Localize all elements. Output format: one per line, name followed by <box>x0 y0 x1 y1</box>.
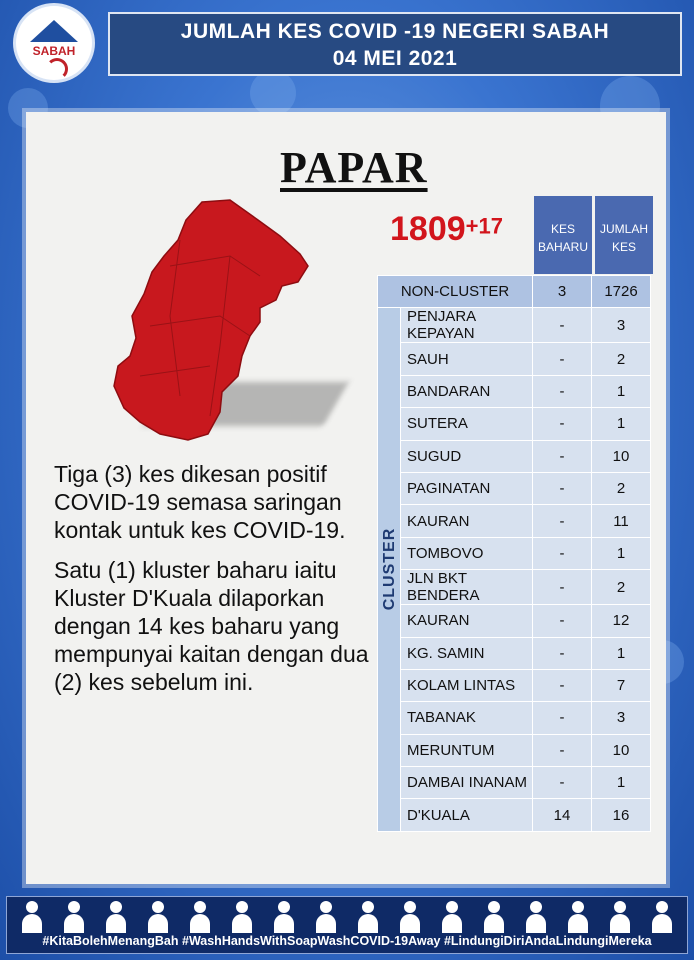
cluster-total: 2 <box>592 472 651 504</box>
cluster-name: KAURAN <box>401 505 533 537</box>
person-icon <box>313 899 339 933</box>
person-icon <box>397 899 423 933</box>
person-icon <box>187 899 213 933</box>
description-paragraph-2: Satu (1) kluster baharu iaitu Kluster D'Kuala dilaporkan dengan 14 kes baharu yang mempunyai kaitan dengan dua (2) kes sebelum ini. <box>54 557 369 695</box>
cluster-new: - <box>533 440 592 472</box>
cluster-name: SUTERA <box>401 408 533 440</box>
cluster-name: KG. SAMIN <box>401 637 533 669</box>
cluster-new: - <box>533 375 592 407</box>
table-row <box>378 570 651 605</box>
cluster-total: 16 <box>592 799 651 831</box>
page-title: JUMLAH KES COVID -19 NEGERI SABAH <box>180 20 610 43</box>
cluster-name: SAUH <box>401 343 533 375</box>
cluster-new: - <box>533 570 592 605</box>
new-cases-value: +17 <box>465 213 503 239</box>
cluster-name: TOMBOVO <box>401 537 533 569</box>
cases-table <box>377 275 651 832</box>
cluster-name: JLN BKT BENDERA <box>401 570 533 605</box>
table-row <box>378 472 651 504</box>
cluster-new: - <box>533 734 592 766</box>
footer-banner <box>6 896 688 954</box>
cluster-name: DAMBAI INANAM <box>401 767 533 799</box>
cluster-new: - <box>533 343 592 375</box>
cluster-total: 12 <box>592 605 651 637</box>
virus-decoration <box>250 70 296 116</box>
cluster-total: 2 <box>592 570 651 605</box>
header-total-cases-line1: JUMLAH <box>599 222 648 236</box>
report-date: 04 MEI 2021 <box>332 47 458 70</box>
table-row-non-cluster <box>378 276 651 308</box>
cluster-total: 10 <box>592 440 651 472</box>
cluster-new: - <box>533 505 592 537</box>
table-row <box>378 440 651 472</box>
logo-text: SABAH <box>32 44 76 58</box>
people-illustration <box>19 899 675 933</box>
table-row <box>378 637 651 669</box>
cluster-name: SUGUD <box>401 440 533 472</box>
cluster-name: PENJARA KEPAYAN <box>401 308 533 343</box>
table-row <box>378 408 651 440</box>
person-icon <box>481 899 507 933</box>
cluster-name: MERUNTUM <box>401 734 533 766</box>
header-banner <box>108 12 682 76</box>
cluster-new: - <box>533 408 592 440</box>
header-new-cases-line2: BAHARU <box>537 240 588 254</box>
cluster-total: 10 <box>592 734 651 766</box>
person-icon <box>439 899 465 933</box>
description <box>54 460 394 708</box>
description-paragraph-1: Tiga (3) kes dikesan positif COVID-19 semasa saringan kontak untuk kes COVID-19. <box>54 461 346 543</box>
table-row <box>378 669 651 701</box>
table-row <box>378 343 651 375</box>
district-map <box>110 196 340 446</box>
header-new-cases-line1: KES <box>550 222 575 236</box>
cluster-label-text: CLUSTER <box>381 527 398 611</box>
table-row <box>378 375 651 407</box>
person-icon <box>271 899 297 933</box>
cluster-total: 1 <box>592 637 651 669</box>
cluster-total: 11 <box>592 505 651 537</box>
cluster-name: D'KUALA <box>401 799 533 831</box>
header-total-cases-line2: KES <box>611 240 636 254</box>
non-cluster-new: 3 <box>533 276 592 308</box>
cluster-new: - <box>533 637 592 669</box>
person-icon <box>229 899 255 933</box>
table-row <box>378 799 651 831</box>
cluster-total: 1 <box>592 537 651 569</box>
person-icon <box>565 899 591 933</box>
person-icon <box>103 899 129 933</box>
header-total-cases <box>595 196 653 274</box>
cluster-total: 3 <box>592 702 651 734</box>
total-cases <box>390 210 503 249</box>
person-icon <box>523 899 549 933</box>
cluster-new: - <box>533 472 592 504</box>
table-row <box>378 702 651 734</box>
cluster-new: - <box>533 669 592 701</box>
table-row <box>378 505 651 537</box>
person-icon <box>355 899 381 933</box>
cluster-new: - <box>533 767 592 799</box>
cluster-new: - <box>533 702 592 734</box>
cluster-name: PAGINATAN <box>401 472 533 504</box>
cluster-total: 7 <box>592 669 651 701</box>
table-row <box>378 767 651 799</box>
cluster-total: 1 <box>592 375 651 407</box>
cluster-total: 1 <box>592 767 651 799</box>
person-icon <box>649 899 675 933</box>
cluster-name: KAURAN <box>401 605 533 637</box>
person-icon <box>607 899 633 933</box>
cluster-new: - <box>533 605 592 637</box>
total-cases-value: 1809 <box>390 210 466 248</box>
cluster-new: 14 <box>533 799 592 831</box>
table-row <box>378 537 651 569</box>
cluster-name: TABANAK <box>401 702 533 734</box>
person-icon <box>145 899 171 933</box>
non-cluster-total: 1726 <box>592 276 651 308</box>
table-row <box>378 308 651 343</box>
table-row <box>378 605 651 637</box>
table-row <box>378 734 651 766</box>
cluster-new: - <box>533 308 592 343</box>
cluster-name: KOLAM LINTAS <box>401 669 533 701</box>
hashtags: #KitaBolehMenangBah #WashHandsWithSoapWashCOVID-19Away #LindungiDiriAndaLindungiMereka <box>42 934 652 948</box>
district-panel <box>26 112 666 884</box>
cluster-total: 2 <box>592 343 651 375</box>
person-icon <box>61 899 87 933</box>
district-title: PAPAR <box>280 143 428 192</box>
person-icon <box>19 899 45 933</box>
sabah-logo <box>16 6 92 80</box>
cluster-total: 3 <box>592 308 651 343</box>
cluster-name: BANDARAN <box>401 375 533 407</box>
header-new-cases <box>534 196 592 274</box>
cluster-total: 1 <box>592 408 651 440</box>
cluster-new: - <box>533 537 592 569</box>
non-cluster-label: NON-CLUSTER <box>378 276 533 308</box>
